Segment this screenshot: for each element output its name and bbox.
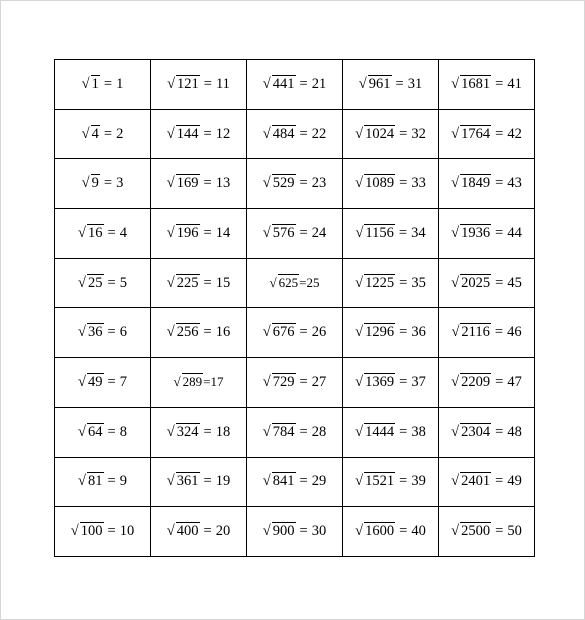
table-row bbox=[55, 209, 535, 259]
radical-sign-icon: √ bbox=[81, 175, 90, 192]
equals-sign: = bbox=[299, 423, 308, 440]
table-cell bbox=[55, 60, 151, 110]
root-value: 5 bbox=[119, 274, 127, 291]
radicand: 16 bbox=[88, 224, 103, 241]
radical-sign-icon: √ bbox=[166, 324, 175, 341]
table-cell bbox=[343, 407, 439, 457]
radical-sign-icon: √ bbox=[451, 175, 460, 192]
radical-sign-icon: √ bbox=[355, 473, 364, 490]
equals-sign: = bbox=[299, 224, 308, 241]
radicand: 121 bbox=[177, 75, 199, 92]
root-value: 25 bbox=[306, 275, 320, 291]
root-value: 36 bbox=[411, 324, 426, 341]
radical-sign-icon: √ bbox=[269, 275, 277, 291]
root-value: 38 bbox=[411, 423, 426, 440]
radical-sign-icon: √ bbox=[451, 423, 460, 440]
radicand: 361 bbox=[176, 473, 199, 490]
root-value: 49 bbox=[507, 473, 522, 490]
radicand: 2116 bbox=[461, 324, 490, 341]
table-cell bbox=[343, 109, 439, 159]
table-cell bbox=[439, 308, 535, 358]
root-value: 43 bbox=[507, 175, 522, 192]
radical-sign-icon: √ bbox=[355, 175, 364, 192]
table-cell bbox=[151, 507, 247, 557]
root-value: 6 bbox=[119, 324, 127, 341]
radical-sign-icon: √ bbox=[78, 473, 87, 490]
table-cell bbox=[247, 457, 343, 507]
equals-sign: = bbox=[299, 324, 308, 341]
equals-sign: = bbox=[495, 224, 504, 241]
radical-sign-icon: √ bbox=[166, 175, 175, 192]
table-cell bbox=[55, 159, 151, 209]
radical-sign-icon: √ bbox=[451, 324, 460, 341]
table-cell bbox=[343, 507, 439, 557]
equals-sign: = bbox=[495, 125, 504, 142]
table-row bbox=[55, 60, 535, 110]
radicand: 25 bbox=[88, 274, 103, 291]
equals-sign: = bbox=[103, 175, 113, 192]
radicand: 1600 bbox=[365, 523, 395, 540]
radicand: 2304 bbox=[461, 423, 491, 440]
root-value: 44 bbox=[507, 224, 522, 241]
radical-sign-icon: √ bbox=[166, 523, 175, 540]
root-value: 7 bbox=[119, 373, 127, 390]
radicand: 529 bbox=[272, 175, 295, 192]
equals-sign: = bbox=[107, 324, 116, 341]
root-value: 33 bbox=[411, 175, 426, 192]
equals-sign: = bbox=[203, 473, 212, 490]
root-value: 24 bbox=[311, 224, 327, 241]
equals-sign: = bbox=[203, 274, 212, 291]
radicand: 2209 bbox=[461, 373, 491, 390]
equals-sign: = bbox=[107, 373, 116, 390]
equals-sign: = bbox=[495, 473, 504, 490]
root-value: 40 bbox=[411, 523, 426, 540]
radical-sign-icon: √ bbox=[262, 523, 271, 540]
radicand: 100 bbox=[80, 523, 103, 540]
table-cell bbox=[151, 60, 247, 110]
radical-sign-icon: √ bbox=[451, 125, 460, 142]
table-cell bbox=[439, 109, 535, 159]
table-row bbox=[55, 507, 535, 557]
radical-sign-icon: √ bbox=[166, 224, 175, 241]
table-cell bbox=[439, 457, 535, 507]
radicand: 4 bbox=[91, 125, 99, 142]
table-cell bbox=[343, 209, 439, 259]
radicand: 2025 bbox=[461, 274, 491, 291]
equals-sign: = bbox=[107, 473, 116, 490]
radical-sign-icon: √ bbox=[355, 324, 364, 341]
table-cell bbox=[55, 358, 151, 408]
radical-sign-icon: √ bbox=[451, 373, 460, 390]
radicand: 289 bbox=[182, 374, 203, 390]
table-cell bbox=[247, 308, 343, 358]
table-cell bbox=[343, 258, 439, 308]
radicand: 49 bbox=[88, 373, 103, 390]
radicand: 1156 bbox=[365, 224, 394, 241]
radical-sign-icon: √ bbox=[451, 523, 460, 540]
radical-sign-icon: √ bbox=[166, 473, 175, 490]
root-value: 34 bbox=[411, 224, 426, 241]
table-cell bbox=[55, 258, 151, 308]
root-value: 42 bbox=[507, 125, 522, 142]
table-cell bbox=[439, 358, 535, 408]
equals-sign: = bbox=[203, 125, 212, 142]
equals-sign: = bbox=[299, 523, 308, 540]
radicand: 1 bbox=[91, 75, 99, 92]
equals-sign: = bbox=[399, 423, 408, 440]
radical-sign-icon: √ bbox=[451, 473, 460, 490]
equals-sign: = bbox=[495, 373, 504, 390]
radicand: 64 bbox=[88, 423, 103, 440]
table-cell bbox=[247, 358, 343, 408]
equals-sign: = bbox=[203, 324, 212, 341]
table-row bbox=[55, 407, 535, 457]
root-value: 26 bbox=[311, 324, 327, 341]
root-value: 22 bbox=[311, 125, 327, 142]
root-value: 50 bbox=[507, 523, 522, 540]
radicand: 2401 bbox=[461, 473, 491, 490]
table-row bbox=[55, 159, 535, 209]
table-cell bbox=[151, 407, 247, 457]
table-cell bbox=[247, 60, 343, 110]
root-value: 30 bbox=[311, 523, 327, 540]
radicand: 841 bbox=[272, 473, 295, 490]
table-row bbox=[55, 109, 535, 159]
table-row bbox=[55, 358, 535, 408]
table-cell bbox=[55, 507, 151, 557]
radicand: 961 bbox=[368, 75, 391, 92]
table-cell bbox=[247, 507, 343, 557]
root-value: 32 bbox=[411, 125, 426, 142]
radicand: 169 bbox=[176, 175, 199, 192]
table-cell bbox=[247, 407, 343, 457]
radicand: 36 bbox=[88, 324, 103, 341]
radical-sign-icon: √ bbox=[262, 473, 271, 490]
radical-sign-icon: √ bbox=[262, 75, 271, 92]
radical-sign-icon: √ bbox=[78, 224, 87, 241]
radicand: 784 bbox=[272, 423, 295, 440]
table-cell bbox=[55, 308, 151, 358]
root-value: 31 bbox=[407, 75, 423, 92]
table-cell bbox=[343, 457, 439, 507]
root-value: 17 bbox=[210, 374, 224, 390]
radicand: 676 bbox=[272, 324, 295, 341]
equals-sign: = bbox=[203, 423, 212, 440]
radical-sign-icon: √ bbox=[70, 523, 79, 540]
table-cell bbox=[439, 209, 535, 259]
table-cell bbox=[247, 159, 343, 209]
root-value: 29 bbox=[311, 473, 327, 490]
radicand: 900 bbox=[272, 523, 295, 540]
radical-sign-icon: √ bbox=[355, 423, 364, 440]
radicand: 1681 bbox=[461, 75, 491, 92]
radicand: 576 bbox=[272, 224, 295, 241]
equals-sign: = bbox=[299, 175, 308, 192]
radical-sign-icon: √ bbox=[78, 423, 87, 440]
root-value: 13 bbox=[215, 175, 231, 192]
equals-sign: = bbox=[107, 274, 116, 291]
table-cell bbox=[439, 507, 535, 557]
root-value: 11 bbox=[215, 75, 230, 92]
root-value: 4 bbox=[119, 224, 127, 241]
equals-sign: = bbox=[399, 324, 408, 341]
root-value: 19 bbox=[215, 473, 231, 490]
equals-sign: = bbox=[203, 224, 212, 241]
table-cell bbox=[151, 109, 247, 159]
root-value: 1 bbox=[116, 75, 124, 92]
root-value: 15 bbox=[215, 274, 231, 291]
radicand: 1369 bbox=[365, 373, 395, 390]
equals-sign: = bbox=[103, 125, 113, 142]
equals-sign: = bbox=[203, 374, 211, 390]
radical-sign-icon: √ bbox=[262, 125, 271, 142]
radicand: 9 bbox=[91, 175, 99, 192]
radicand: 484 bbox=[272, 125, 295, 142]
root-value: 21 bbox=[311, 75, 327, 92]
equals-sign: = bbox=[299, 125, 308, 142]
radicand: 324 bbox=[176, 423, 199, 440]
radicand: 225 bbox=[176, 274, 199, 291]
radical-sign-icon: √ bbox=[167, 75, 176, 92]
radicand: 625 bbox=[278, 275, 299, 291]
equals-sign: = bbox=[299, 75, 308, 92]
radicand: 144 bbox=[176, 125, 199, 142]
equals-sign: = bbox=[495, 523, 504, 540]
table-cell bbox=[247, 258, 343, 308]
equals-sign: = bbox=[399, 125, 408, 142]
radicand: 1936 bbox=[461, 224, 491, 241]
square-roots-table-body bbox=[55, 60, 535, 557]
root-value: 3 bbox=[116, 175, 124, 192]
table-row bbox=[55, 258, 535, 308]
equals-sign: = bbox=[395, 75, 404, 92]
root-value: 23 bbox=[311, 175, 327, 192]
root-value: 47 bbox=[507, 373, 522, 390]
radicand: 1225 bbox=[365, 274, 395, 291]
table-row bbox=[55, 308, 535, 358]
root-value: 2 bbox=[116, 125, 124, 142]
equals-sign: = bbox=[495, 175, 504, 192]
equals-sign: = bbox=[399, 473, 408, 490]
root-value: 28 bbox=[311, 423, 327, 440]
radical-sign-icon: √ bbox=[355, 373, 364, 390]
root-value: 20 bbox=[215, 523, 231, 540]
root-value: 18 bbox=[215, 423, 231, 440]
radical-sign-icon: √ bbox=[173, 374, 181, 390]
radical-sign-icon: √ bbox=[358, 75, 367, 92]
radical-sign-icon: √ bbox=[78, 274, 87, 291]
table-cell bbox=[151, 209, 247, 259]
table-cell bbox=[343, 308, 439, 358]
table-cell bbox=[151, 457, 247, 507]
table-cell bbox=[247, 109, 343, 159]
equals-sign: = bbox=[398, 224, 408, 241]
radicand: 81 bbox=[88, 473, 103, 490]
root-value: 48 bbox=[507, 423, 522, 440]
table-cell bbox=[247, 209, 343, 259]
radicand: 1024 bbox=[365, 125, 395, 142]
table-cell bbox=[151, 358, 247, 408]
radicand: 196 bbox=[176, 224, 199, 241]
root-value: 14 bbox=[215, 224, 231, 241]
equals-sign: = bbox=[107, 423, 116, 440]
table-cell bbox=[439, 407, 535, 457]
radical-sign-icon: √ bbox=[81, 75, 90, 92]
root-value: 27 bbox=[311, 373, 327, 390]
radical-sign-icon: √ bbox=[451, 274, 460, 291]
equals-sign: = bbox=[203, 175, 212, 192]
equals-sign: = bbox=[399, 373, 408, 390]
equals-sign: = bbox=[103, 75, 113, 92]
equals-sign: = bbox=[203, 523, 212, 540]
table-cell bbox=[439, 159, 535, 209]
equals-sign: = bbox=[299, 275, 307, 291]
equals-sign: = bbox=[399, 175, 408, 192]
radical-sign-icon: √ bbox=[166, 274, 175, 291]
radical-sign-icon: √ bbox=[78, 373, 87, 390]
root-value: 45 bbox=[507, 274, 522, 291]
equals-sign: = bbox=[107, 224, 116, 241]
radical-sign-icon: √ bbox=[355, 125, 364, 142]
radical-sign-icon: √ bbox=[355, 274, 364, 291]
square-roots-table bbox=[54, 59, 535, 557]
radicand: 2500 bbox=[461, 523, 491, 540]
radical-sign-icon: √ bbox=[451, 224, 460, 241]
table-cell bbox=[55, 457, 151, 507]
table-cell bbox=[55, 109, 151, 159]
radicand: 1764 bbox=[461, 125, 491, 142]
table-cell bbox=[343, 159, 439, 209]
radical-sign-icon: √ bbox=[78, 324, 87, 341]
equals-sign: = bbox=[495, 423, 504, 440]
radicand: 1089 bbox=[365, 175, 395, 192]
root-value: 9 bbox=[119, 473, 127, 490]
equals-sign: = bbox=[399, 523, 408, 540]
equals-sign: = bbox=[494, 324, 504, 341]
radicand: 1296 bbox=[365, 324, 395, 341]
radical-sign-icon: √ bbox=[355, 224, 364, 241]
equals-sign: = bbox=[107, 523, 116, 540]
radicand: 1444 bbox=[365, 423, 395, 440]
root-value: 35 bbox=[411, 274, 426, 291]
radical-sign-icon: √ bbox=[262, 175, 271, 192]
equals-sign: = bbox=[203, 75, 212, 92]
root-value: 39 bbox=[411, 473, 426, 490]
root-value: 8 bbox=[119, 423, 127, 440]
radicand: 256 bbox=[176, 324, 199, 341]
root-value: 41 bbox=[507, 75, 522, 92]
root-value: 12 bbox=[215, 125, 231, 142]
root-value: 46 bbox=[507, 324, 522, 341]
radical-sign-icon: √ bbox=[166, 125, 175, 142]
root-value: 10 bbox=[119, 523, 135, 540]
radical-sign-icon: √ bbox=[355, 523, 364, 540]
radical-sign-icon: √ bbox=[262, 423, 271, 440]
radicand: 441 bbox=[272, 75, 295, 92]
table-cell bbox=[55, 209, 151, 259]
radical-sign-icon: √ bbox=[166, 423, 175, 440]
radical-sign-icon: √ bbox=[81, 125, 90, 142]
equals-sign: = bbox=[299, 373, 308, 390]
table-cell bbox=[343, 60, 439, 110]
table-cell bbox=[151, 308, 247, 358]
table-cell bbox=[439, 258, 535, 308]
equals-sign: = bbox=[495, 75, 504, 92]
radicand: 1521 bbox=[365, 473, 395, 490]
equals-sign: = bbox=[495, 274, 504, 291]
table-cell bbox=[151, 258, 247, 308]
radical-sign-icon: √ bbox=[262, 373, 271, 390]
radicand: 729 bbox=[272, 373, 295, 390]
table-cell bbox=[55, 407, 151, 457]
radicand: 400 bbox=[176, 523, 199, 540]
radical-sign-icon: √ bbox=[262, 224, 271, 241]
root-value: 16 bbox=[215, 324, 231, 341]
table-cell bbox=[439, 60, 535, 110]
table-row bbox=[55, 457, 535, 507]
equals-sign: = bbox=[299, 473, 308, 490]
radicand: 1849 bbox=[461, 175, 491, 192]
radical-sign-icon: √ bbox=[451, 75, 460, 92]
table-cell bbox=[343, 358, 439, 408]
radical-sign-icon: √ bbox=[262, 324, 271, 341]
equals-sign: = bbox=[399, 274, 408, 291]
root-value: 37 bbox=[411, 373, 426, 390]
table-cell bbox=[151, 159, 247, 209]
